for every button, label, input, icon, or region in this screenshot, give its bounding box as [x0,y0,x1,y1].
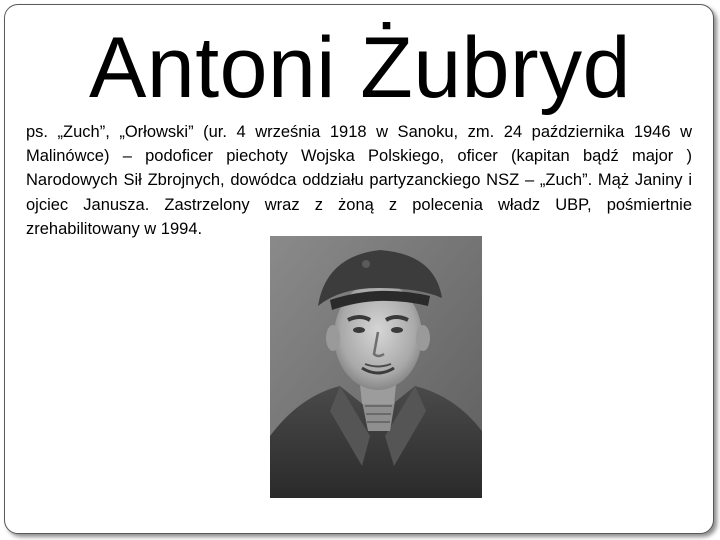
slide-title: Antoni Żubryd [89,20,631,116]
portrait-photo [270,236,482,498]
portrait-illustration [270,236,482,498]
slide-body-text: ps. „Zuch”, „Orłowski” (ur. 4 września 1918 w Sanoku, zm. 24 października 1946 w Malinówce) – podoficer piechoty Wojska Polskiego, oficer (kapitan bądź major ) Narodowych Sił Zbrojnych, dowódca oddziału partyzanckiego NSZ – „Zuch”. Mąż Janiny i ojciec Janusza. Zastrzelony wraz z żoną z polecenia władz UBP, pośmiertnie zrehabilitowany w 1994. [26,123,692,238]
